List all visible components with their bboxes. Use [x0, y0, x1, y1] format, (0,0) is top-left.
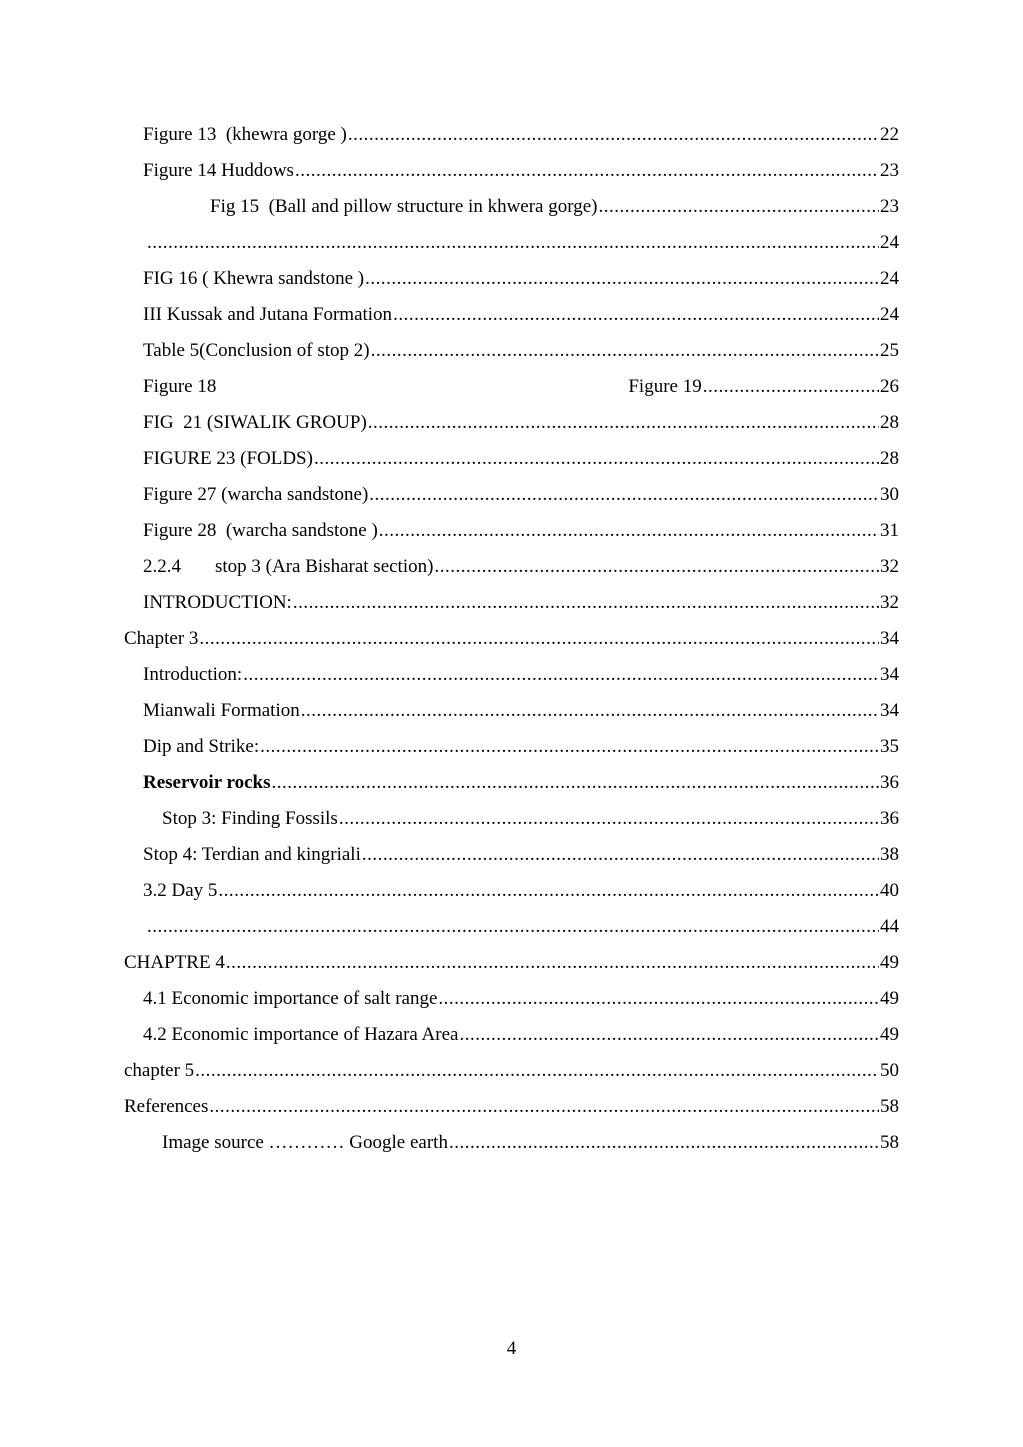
- toc-entry-label: Chapter 3: [124, 628, 199, 649]
- toc-entry-label: FIG 16 ( Khewra sandstone ): [143, 268, 365, 289]
- toc-entry[interactable]: [0, 373, 1023, 409]
- toc-entry-page: 23: [880, 160, 899, 181]
- toc-entry[interactable]: [0, 265, 1023, 301]
- toc-entry-label: 3.2 Day 5: [143, 880, 218, 901]
- toc-entry-label: [143, 373, 702, 401]
- toc-entry[interactable]: [0, 1093, 1023, 1129]
- toc-entry-label: Mianwali Formation: [143, 700, 300, 721]
- dot-leader: [368, 409, 879, 437]
- dot-leader: [260, 733, 879, 761]
- toc-entry[interactable]: [0, 1129, 1023, 1165]
- toc-entry-page: 40: [880, 880, 899, 901]
- toc-entry-label: Image source ………… Google earth: [162, 1132, 448, 1153]
- dot-leader: [371, 337, 879, 365]
- toc-entry[interactable]: [0, 733, 1023, 769]
- toc-entry-label: FIGURE 23 (FOLDS): [143, 448, 313, 469]
- toc-entry-page: 28: [880, 448, 899, 469]
- toc-entry-number: 2.2.4: [143, 556, 181, 577]
- toc-entry-page: 26: [880, 376, 899, 397]
- dot-leader: [199, 625, 879, 653]
- toc-entry-page: 24: [880, 304, 899, 325]
- toc-entry-page: 49: [880, 952, 899, 973]
- toc-entry-page: 23: [880, 196, 899, 217]
- dot-leader: [147, 229, 879, 257]
- toc-entry[interactable]: [0, 985, 1023, 1021]
- toc-entry-page: 24: [880, 232, 899, 253]
- dot-leader: [365, 265, 879, 293]
- toc-entry[interactable]: [0, 877, 1023, 913]
- toc-entry-page: 30: [880, 484, 899, 505]
- toc-entry-page: 38: [880, 844, 899, 865]
- dot-leader: [393, 301, 879, 329]
- toc-entry[interactable]: [0, 769, 1023, 805]
- toc-entry-label: [143, 553, 433, 581]
- toc-entry[interactable]: [0, 481, 1023, 517]
- toc-entry-page: 50: [880, 1060, 899, 1081]
- toc-entry-page: 22: [880, 124, 899, 145]
- toc-entry[interactable]: [0, 445, 1023, 481]
- dot-leader: [295, 157, 879, 185]
- toc-entry[interactable]: [0, 589, 1023, 625]
- toc-entry-label: Fig 15 (Ball and pillow structure in khwera gorge): [210, 196, 598, 217]
- toc-entry-page: 44: [880, 916, 899, 937]
- table-of-contents: [0, 121, 1023, 1165]
- toc-entry-page: 36: [880, 772, 899, 793]
- toc-entry-page: 24: [880, 268, 899, 289]
- dot-leader: [209, 1093, 879, 1121]
- dot-leader: [314, 445, 879, 473]
- toc-entry[interactable]: [0, 409, 1023, 445]
- toc-entry-label: Introduction:: [143, 664, 243, 685]
- toc-entry-label: Figure 14 Huddows: [143, 160, 294, 181]
- toc-entry-page: 34: [880, 664, 899, 685]
- toc-entry[interactable]: [0, 553, 1023, 589]
- dot-leader: [449, 1129, 879, 1157]
- toc-entry[interactable]: [0, 301, 1023, 337]
- toc-entry-page: 49: [880, 1024, 899, 1045]
- toc-entry-label: Stop 4: Terdian and kingriali: [143, 844, 361, 865]
- toc-entry-label: Stop 3: Finding Fossils: [162, 808, 338, 829]
- toc-entry-page: 34: [880, 628, 899, 649]
- dot-leader: [293, 589, 879, 617]
- toc-entry-page: 49: [880, 988, 899, 1009]
- toc-entry[interactable]: [0, 337, 1023, 373]
- dot-leader: [703, 373, 879, 401]
- dot-leader: [362, 841, 879, 869]
- toc-entry[interactable]: [0, 1021, 1023, 1057]
- toc-entry-label: Figure 28 (warcha sandstone ): [143, 520, 378, 541]
- toc-entry[interactable]: [0, 949, 1023, 985]
- toc-entry-label: Figure 27 (warcha sandstone): [143, 484, 369, 505]
- toc-entry[interactable]: [0, 229, 1023, 265]
- toc-entry[interactable]: [0, 841, 1023, 877]
- page-number: 4: [506, 1338, 517, 1359]
- toc-entry-label: chapter 5: [124, 1060, 195, 1081]
- toc-entry-label: CHAPTRE 4: [124, 952, 225, 973]
- toc-entry[interactable]: [0, 1057, 1023, 1093]
- toc-entry-page: 35: [880, 736, 899, 757]
- dot-leader: [438, 985, 879, 1013]
- dot-leader: [147, 913, 879, 941]
- dot-leader: [195, 1057, 879, 1085]
- toc-entry-page: 31: [880, 520, 899, 541]
- toc-entry-page: 36: [880, 808, 899, 829]
- toc-entry-page: 28: [880, 412, 899, 433]
- toc-entry-label: References: [124, 1096, 209, 1117]
- toc-entry[interactable]: [0, 697, 1023, 733]
- toc-entry[interactable]: [0, 805, 1023, 841]
- toc-entry-label: INTRODUCTION:: [143, 592, 292, 613]
- toc-entry-title: stop 3 (Ara Bisharat section): [215, 556, 434, 577]
- dot-leader: [348, 121, 879, 149]
- dot-leader: [339, 805, 879, 833]
- toc-entry[interactable]: [0, 121, 1023, 157]
- dot-leader: [218, 877, 879, 905]
- toc-entry-label: 4.1 Economic importance of salt range: [143, 988, 438, 1009]
- dot-leader: [434, 553, 879, 581]
- dot-leader: [459, 1021, 879, 1049]
- toc-entry-page: 34: [880, 700, 899, 721]
- dot-leader: [226, 949, 879, 977]
- toc-entry[interactable]: [0, 661, 1023, 697]
- toc-entry-label: Figure 13 (khewra gorge ): [143, 124, 347, 145]
- toc-entry-page: 32: [880, 592, 899, 613]
- toc-entry-page: 25: [880, 340, 899, 361]
- toc-entry-label: Reservoir rocks: [143, 772, 271, 793]
- toc-entry[interactable]: [0, 913, 1023, 949]
- toc-entry-label: 4.2 Economic importance of Hazara Area: [143, 1024, 459, 1045]
- toc-entry-page: 32: [880, 556, 899, 577]
- toc-entry[interactable]: [0, 517, 1023, 553]
- dot-leader: [243, 661, 879, 689]
- toc-entry-label-figure-19: Figure 19: [628, 376, 702, 397]
- toc-entry-label: Dip and Strike:: [143, 736, 260, 757]
- dot-leader: [301, 697, 879, 725]
- toc-entry[interactable]: [0, 625, 1023, 661]
- toc-entry-label: III Kussak and Jutana Formation: [143, 304, 393, 325]
- toc-entry-page: 58: [880, 1132, 899, 1153]
- toc-entry-label: FIG 21 (SIWALIK GROUP): [143, 412, 367, 433]
- toc-entry-label: Table 5(Conclusion of stop 2): [143, 340, 370, 361]
- dot-leader: [369, 481, 879, 509]
- toc-entry[interactable]: [0, 157, 1023, 193]
- toc-entry[interactable]: [0, 193, 1023, 229]
- dot-leader: [272, 769, 879, 797]
- toc-entry-label-figure-18: Figure 18: [143, 376, 217, 397]
- dot-leader: [599, 193, 880, 221]
- toc-entry-page: 58: [880, 1096, 899, 1117]
- dot-leader: [379, 517, 879, 545]
